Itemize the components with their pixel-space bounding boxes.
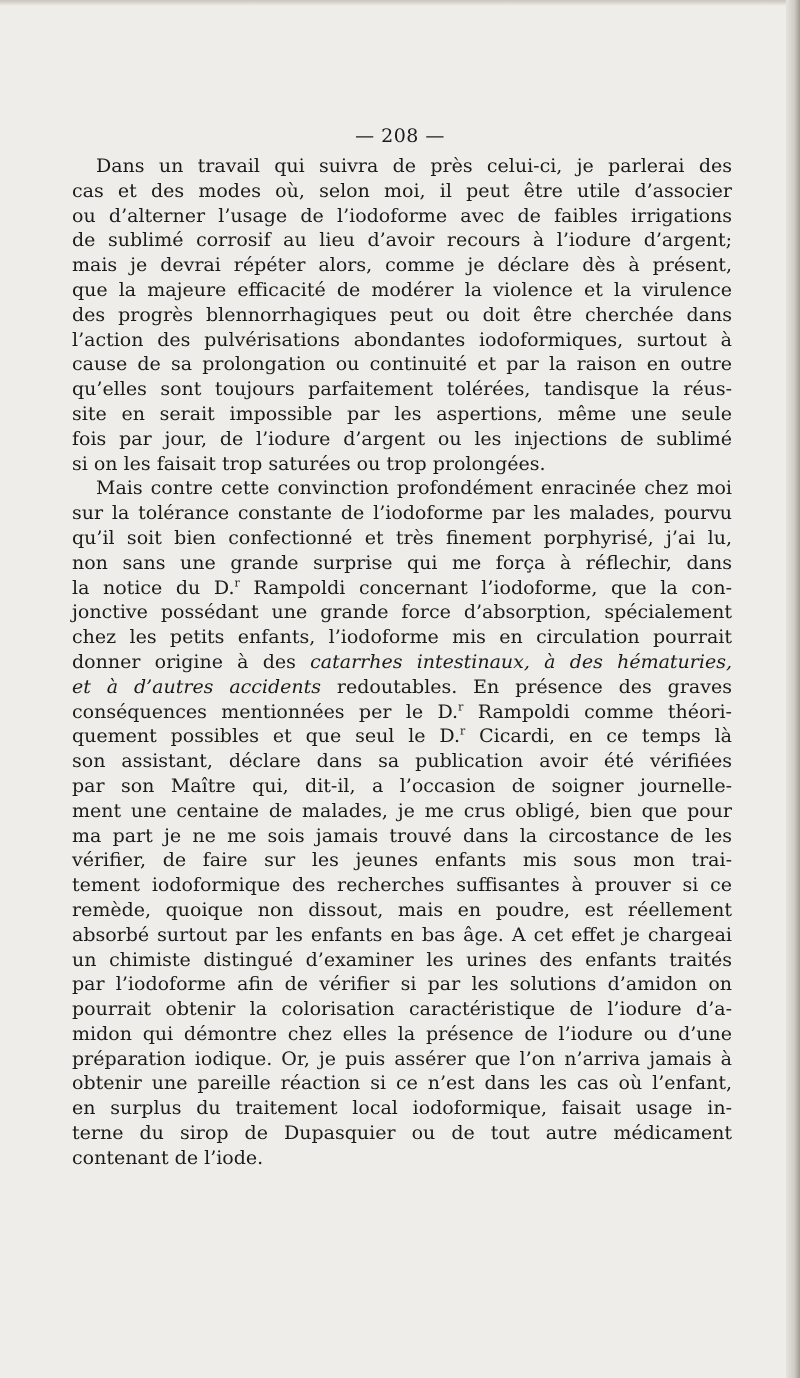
text-line: l’action des pulvérisations abondantes iodoformiques, surtout à — [72, 328, 732, 351]
text-line: quement possibles et que seul le D.$^r$ Cicardi, en ce temps là — [72, 725, 732, 748]
text-line: jonctive possédant une grande force d’absorption, spécialement — [72, 601, 732, 624]
text-line: qu’il soit bien confectionné et très finement porphyrisé, j’ai lu, — [72, 526, 732, 549]
text-line: pourrait obtenir la colorisation caractéristique de l’iodure d’a- — [72, 998, 732, 1021]
page-top-shadow — [0, 0, 800, 6]
text-line: remède, quoique non dissout, mais en poudre, est réellement — [72, 898, 732, 921]
text-line: donner origine à des catarrhes intestinaux, à des hématuries, — [72, 650, 732, 673]
text-line: ment une centaine de malades, je me crus obligé, bien que pour — [72, 799, 732, 822]
text-line: que la majeure efficacité de modérer la violence et la virulence — [72, 278, 732, 301]
text-line: ma part je ne me sois jamais trouvé dans la circostance de les — [72, 824, 732, 847]
text-line: ou d’alterner l’usage de l’iodoforme avec de faibles irrigations — [72, 204, 732, 227]
text-line: Dans un travail qui suivra de près celui-ci, je parlerai des — [96, 155, 732, 177]
text-line: un chimiste distingué d’examiner les urines des enfants traités — [72, 948, 732, 971]
text-line: son assistant, déclare dans sa publication avoir été vérifiées — [72, 750, 732, 773]
text-line: chez les petits enfants, l’iodoforme mis en circulation pourrait — [72, 626, 732, 649]
text-line: absorbé surtout par les enfants en bas âge. A cet effet je chargeai — [72, 923, 732, 946]
text-line: tement iodoformique des recherches suffisantes à prouver si ce — [72, 874, 732, 897]
text-line: par l’iodoforme afin de vérifier si par les solutions d’amidon on — [72, 973, 732, 996]
text-line: midon qui démontre chez elles la présence de l’iodure ou d’une — [72, 1022, 732, 1045]
text-line: cas et des modes où, selon moi, il peut être utile d’associer — [72, 179, 732, 202]
text-line: mais je devrai répéter alors, comme je déclare dès à présent, — [72, 254, 732, 277]
text-line: Mais contre cette convinction profondément enracinée chez moi — [96, 477, 732, 500]
text-line: par son Maître qui, dit-il, a l’occasion de soigner journelle- — [72, 774, 732, 797]
text-line: terne du sirop de Dupasquier ou de tout autre médicament — [72, 1122, 732, 1145]
text-line: la notice du D.$^r$ Rampoldi concernant l’iodoforme, que la con- — [72, 576, 732, 599]
text-line: contenant de l’iode. — [72, 1146, 264, 1169]
text-line: cause de sa prolongation ou continuité et par la raison en outre — [72, 353, 732, 376]
text-line: si on les faisait trop saturées ou trop prolongées. — [72, 452, 546, 475]
page-binding-edge — [786, 0, 800, 1378]
text-line: et à d’autres accidents redoutables. En présence des graves — [72, 675, 732, 698]
text-line: non sans une grande surprise qui me força à réflechir, dans — [72, 551, 732, 574]
text-line: préparation iodique. Or, je puis assérer que l’on n’arriva jamais à — [72, 1047, 732, 1070]
text-line: de sublimé corrosif au lieu d’avoir recours à l’iodure d’argent; — [72, 229, 732, 252]
text-line: qu’elles sont toujours parfaitement tolérées, tandisque la réus- — [72, 378, 732, 401]
text-line: sur la tolérance constante de l’iodoforme par les malades, pourvu — [72, 502, 732, 525]
text-line: vérifier, de faire sur les jeunes enfants mis sous mon trai- — [72, 849, 732, 872]
text-line: en surplus du traitement local iodoformique, faisait usage in- — [72, 1097, 732, 1120]
text-line: conséquences mentionnées per le D.$^r$ Rampoldi comme théori- — [72, 700, 732, 723]
text-line: fois par jour, de l’iodure d’argent ou les injections de sublimé — [72, 427, 732, 450]
body-text — [72, 154, 732, 1171]
text-line: des progrès blennorrhagiques peut ou doit être cherchée dans — [72, 303, 732, 326]
text-line: site en serait impossible par les aspertions, même une seule — [72, 402, 732, 425]
page-number: — 208 — — [355, 125, 445, 147]
text-line: obtenir une pareille réaction si ce n’est dans les cas où l’enfant, — [72, 1072, 732, 1095]
